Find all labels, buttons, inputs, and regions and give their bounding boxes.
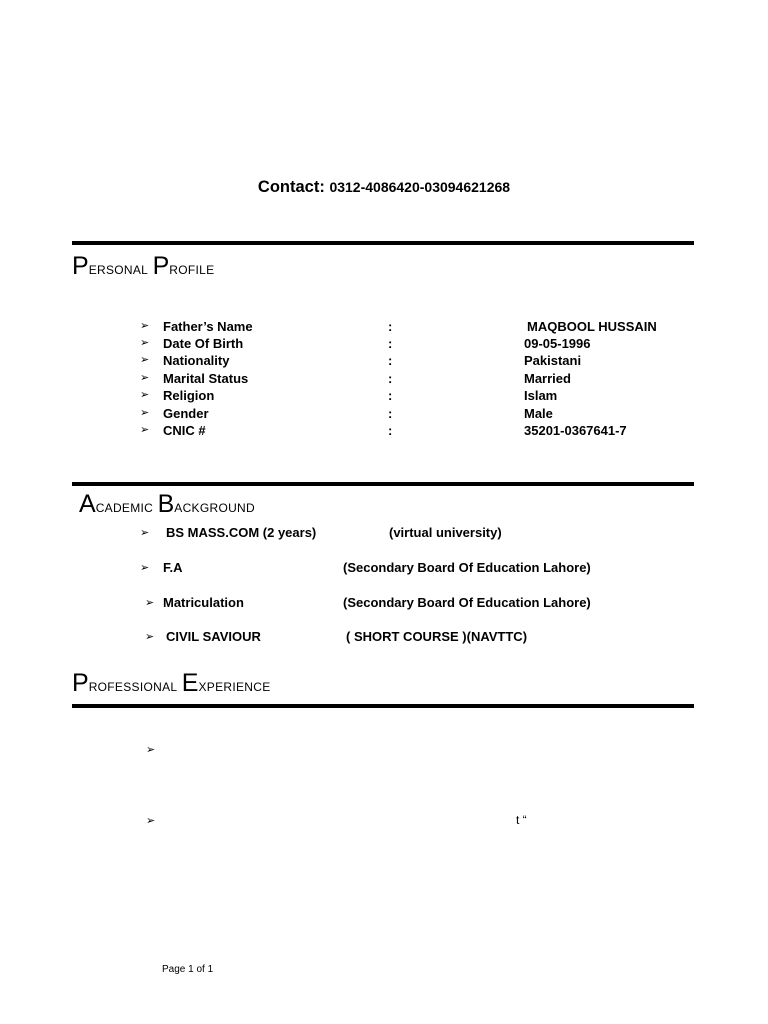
qualification-institute: (virtual university) (389, 525, 502, 540)
bullet-icon: ➢ (140, 372, 150, 384)
bullet-icon: ➢ (140, 424, 150, 436)
detail-separator: : (388, 336, 393, 351)
detail-value: Islam (524, 388, 558, 403)
bullet-icon: ➢ (140, 527, 150, 539)
heading-initial: E (181, 669, 199, 697)
bullet-icon: ➢ (145, 597, 155, 609)
bullet-icon: ➢ (140, 407, 150, 419)
qualification-name: F.A (163, 560, 183, 575)
detail-label: Date Of Birth (163, 336, 244, 351)
heading-initial: P (152, 252, 170, 280)
heading-rest: ROFESSIONAL (88, 680, 178, 694)
detail-label: CNIC # (163, 423, 206, 438)
bullet-icon: ➢ (140, 320, 150, 332)
bullet-icon: ➢ (146, 744, 156, 756)
list-item (0, 319, 768, 336)
qualification-institute: (Secondary Board Of Education Lahore) (343, 560, 591, 575)
detail-separator: : (388, 388, 393, 403)
bullet-icon: ➢ (140, 562, 150, 574)
list-item (0, 353, 768, 370)
bullet-icon: ➢ (145, 631, 155, 643)
bullet-icon: ➢ (140, 337, 150, 349)
detail-label: Marital Status (163, 371, 249, 386)
heading-initial: P (72, 669, 89, 697)
detail-separator: : (388, 371, 393, 386)
detail-separator: : (388, 353, 393, 368)
section-divider (72, 241, 694, 245)
list-item (0, 336, 768, 353)
section-divider (72, 482, 694, 486)
heading-initial: A (79, 490, 96, 518)
detail-label: Gender (163, 406, 209, 421)
personal-profile-heading (72, 252, 214, 281)
detail-label: Father’s Name (163, 319, 253, 334)
heading-initial: P (72, 252, 89, 280)
qualification-institute: (Secondary Board Of Education Lahore) (343, 595, 591, 610)
detail-value: Married (524, 371, 571, 386)
bullet-icon: ➢ (140, 389, 150, 401)
heading-initial: B (157, 490, 175, 518)
list-item (0, 423, 768, 440)
detail-separator: : (388, 423, 393, 438)
detail-value: Pakistani (524, 353, 582, 368)
detail-separator: : (388, 406, 393, 421)
bullet-icon: ➢ (146, 815, 156, 827)
detail-value: Male (524, 406, 553, 421)
heading-rest: ERSONAL (88, 263, 149, 277)
stray-text: t “ (516, 813, 527, 827)
heading-rest: XPERIENCE (198, 680, 271, 694)
detail-label: Religion (163, 388, 215, 403)
list-item (0, 388, 768, 405)
section-divider (72, 704, 694, 708)
academic-background-heading (79, 490, 255, 519)
professional-experience-heading (72, 669, 271, 698)
list-item (0, 371, 768, 388)
contact-label: Contact: (257, 178, 325, 196)
detail-label: Nationality (163, 353, 230, 368)
qualification-name: CIVIL SAVIOUR (166, 629, 261, 644)
heading-rest: ROFILE (169, 263, 215, 277)
qualification-name: BS MASS.COM (2 years) (166, 525, 317, 540)
contact-line (0, 178, 768, 197)
list-item (0, 406, 768, 423)
detail-value: 35201-0367641-7 (524, 423, 627, 438)
detail-value: 09-05-1996 (524, 336, 591, 351)
bullet-icon: ➢ (140, 354, 150, 366)
qualification-institute: ( SHORT COURSE )(NAVTTC) (346, 629, 528, 644)
qualification-name: Matriculation (163, 595, 244, 610)
heading-rest: ACKGROUND (174, 501, 255, 515)
heading-rest: CADEMIC (95, 501, 154, 515)
contact-numbers: 0312-4086420-03094621268 (329, 179, 511, 195)
page-footer: Page 1 of 1 (162, 964, 214, 975)
detail-value: MAQBOOL HUSSAIN (527, 319, 657, 334)
detail-separator: : (388, 319, 393, 334)
